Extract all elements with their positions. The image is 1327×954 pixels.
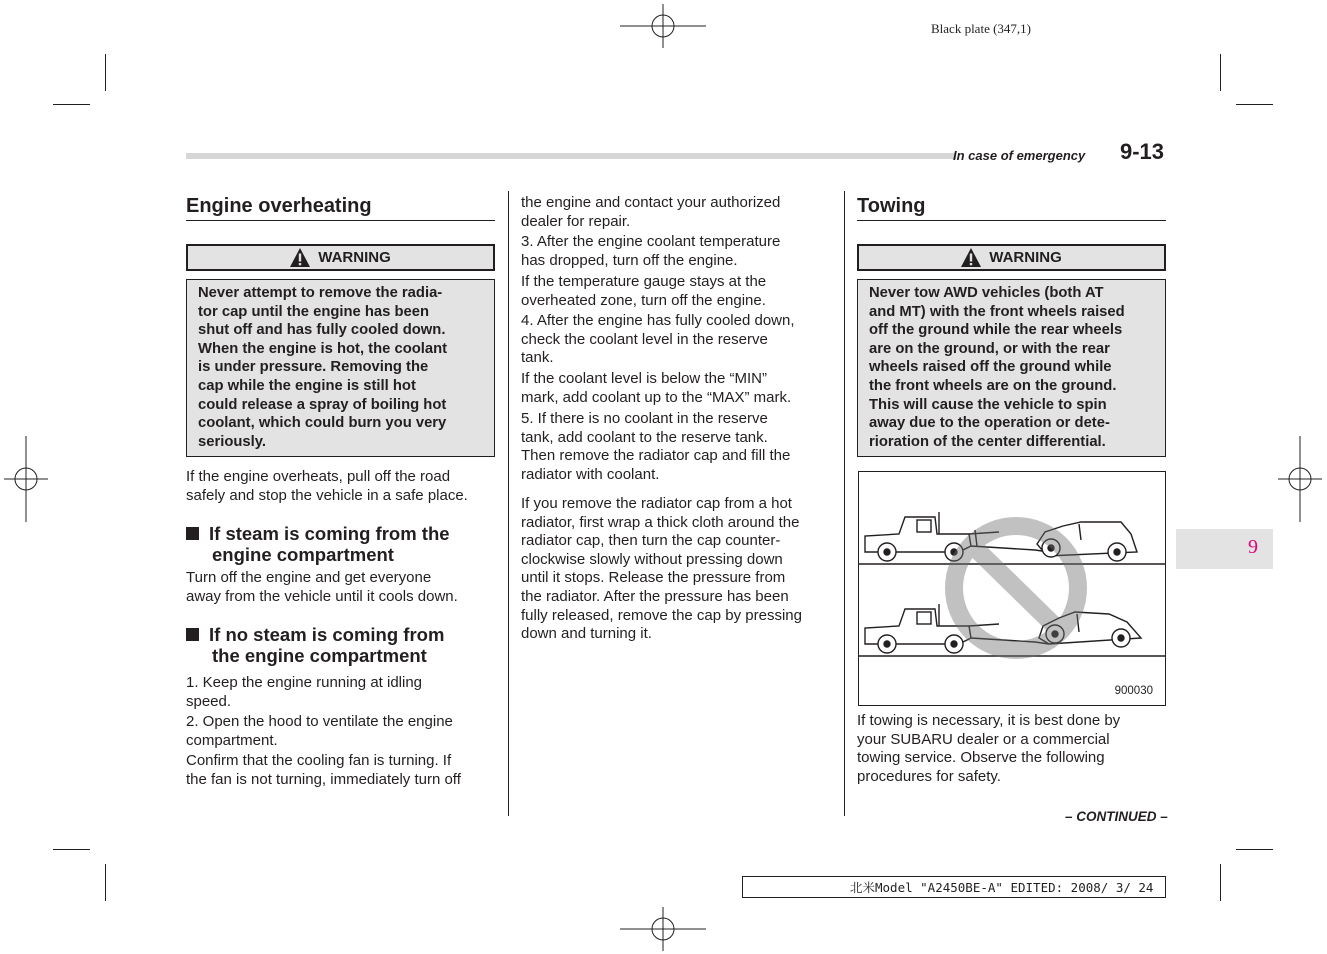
warning-header (857, 244, 1166, 271)
text-line: 1. Keep the engine running at idling (186, 674, 423, 691)
warning-label: WARNING (318, 249, 391, 266)
text-line: 5. If there is no coolant in the reserve (521, 410, 768, 427)
warning-line: is under pressure. Removing the (198, 359, 429, 376)
text-line: safely and stop the vehicle in a safe place. (186, 486, 468, 504)
text-line: If the temperature gauge stays at the (521, 273, 767, 290)
towing-body (857, 712, 1166, 786)
registration-mark-left (4, 436, 48, 522)
warning-line: wheels raised off the ground while (869, 359, 1112, 376)
warning-label: WARNING (989, 249, 1062, 266)
warning-line: off the ground while the rear wheels (869, 322, 1123, 339)
step-1 (186, 674, 495, 711)
warning-triangle-icon (961, 248, 981, 267)
subheading-line: If steam is coming from the (209, 523, 450, 544)
text-line: fully released, remove the cap by pressing (521, 606, 802, 624)
warning-line: are on the ground, or with the rear (869, 340, 1110, 357)
fan-check (186, 752, 495, 789)
text-line: radiator, first wrap a thick cloth around the (521, 513, 800, 531)
warning-line: away due to the operation or dete- (869, 415, 1110, 432)
overheat-intro (186, 468, 495, 505)
contact-dealer (521, 194, 830, 231)
warning-triangle-icon (290, 248, 310, 267)
text-line: tank, add coolant to the reserve tank. (521, 428, 768, 446)
text-line: dealer for repair. (521, 212, 631, 230)
warning-line: cap while the engine is still hot (198, 377, 416, 394)
steam-body (186, 569, 495, 606)
steam-subheading (186, 523, 495, 565)
warning-text (857, 279, 1166, 457)
subheading-line: the engine compartment (212, 645, 427, 666)
text-line: 3. After the engine coolant temperature (521, 233, 781, 250)
text-line: the engine and contact your authorized (521, 194, 781, 211)
registration-mark-bottom (620, 907, 706, 951)
text-line: away from the vehicle until it cools down. (186, 587, 458, 605)
text-line: overheated zone, turn off the engine. (521, 291, 766, 309)
warning-line: shut off and has fully cooled down. (198, 322, 446, 339)
figure-code: 900030 (1114, 685, 1153, 697)
towing-illustration (858, 471, 1166, 706)
heading-rule (186, 220, 495, 221)
text-line: towing service. Observe the following (857, 749, 1105, 767)
registration-mark-top (620, 4, 706, 48)
chapter-tab (1176, 529, 1273, 569)
text-line: 2. Open the hood to ventilate the engine (186, 713, 453, 730)
engine-overheating-heading: Engine overheating (186, 195, 372, 217)
gauge-note (521, 273, 830, 310)
warning-text (186, 279, 495, 457)
text-line: your SUBARU dealer or a commercial (857, 730, 1110, 748)
column-divider-1 (508, 191, 509, 816)
text-line: If towing is necessary, it is best done by (857, 712, 1121, 729)
text-line: procedures for safety. (857, 767, 1001, 785)
text-line: Turn off the engine and get everyone (186, 569, 432, 586)
text-line: has dropped, turn off the engine. (521, 251, 738, 269)
no-steam-subheading (186, 624, 495, 666)
registration-mark-right (1278, 436, 1322, 522)
step-2 (186, 713, 495, 750)
towing-prohibited-figure (859, 472, 1165, 705)
text-line: speed. (186, 692, 232, 710)
page-number: 9-13 (1120, 139, 1165, 164)
warning-line: Never tow AWD vehicles (both AT (869, 285, 1104, 301)
text-line: radiator cap, then turn the cap counter- (521, 532, 781, 550)
subheading-line: If no steam is coming from (209, 624, 445, 645)
plate-label: Black plate (347,1) (931, 21, 1031, 36)
step-5 (521, 410, 830, 484)
text-line: If the coolant level is below the “MIN” (521, 370, 767, 387)
text-line: compartment. (186, 731, 278, 749)
text-line: down and turning it. (521, 625, 652, 643)
step-4 (521, 312, 830, 368)
column-divider-2 (844, 191, 845, 816)
text-line: Then remove the radiator cap and fill the (521, 447, 791, 465)
section-title: In case of emergency (953, 148, 1086, 163)
text-line: check the coolant level in the reserve (521, 330, 768, 348)
text-line: clockwise slowly without pressing down (521, 550, 783, 568)
bullet-square-icon (186, 628, 199, 641)
text-line: If the engine overheats, pull off the road (186, 468, 451, 485)
text-line: the radiator. After the pressure has been (521, 587, 789, 605)
header-bar (186, 153, 956, 159)
warning-line: the front wheels are on the ground. (869, 377, 1117, 394)
continued-label: – CONTINUED – (1065, 809, 1168, 824)
coolant-level-note (521, 370, 830, 407)
warning-line: and MT) with the front wheels raised (869, 303, 1125, 320)
warning-line: tor cap until the engine has been (198, 303, 430, 320)
step-3 (521, 233, 830, 270)
warning-line: rioration of the center differential. (869, 433, 1106, 450)
subheading-line: engine compartment (212, 544, 394, 565)
warning-line: coolant, which could burn you very (198, 415, 447, 432)
prohibited-sign-icon (954, 526, 1078, 650)
warning-line: This will cause the vehicle to spin (869, 396, 1107, 413)
text-line: radiator with coolant. (521, 465, 660, 483)
warning-line: When the engine is hot, the coolant (198, 340, 448, 357)
text-line: tank. (521, 349, 554, 367)
bullet-square-icon (186, 527, 199, 540)
warning-line: could release a spray of boiling hot (198, 396, 447, 413)
text-line: the fan is not turning, immediately turn off (186, 770, 461, 788)
radiator-cap-note (521, 495, 830, 644)
text-line: until it stops. Release the pressure from (521, 569, 786, 587)
towing-heading: Towing (857, 195, 926, 217)
warning-header (186, 244, 495, 271)
heading-rule (857, 220, 1166, 221)
text-line: mark, add coolant up to the “MAX” mark. (521, 388, 792, 406)
text-line: If you remove the radiator cap from a hot (521, 495, 792, 512)
chapter-tab-number: 9 (1248, 536, 1258, 558)
text-line: 4. After the engine has fully cooled down, (521, 312, 795, 329)
warning-line: seriously. (198, 433, 266, 450)
footer-edit-info: 北米Model "A2450BE-A" EDITED: 2008/ 3/ 24 (850, 880, 1154, 895)
warning-line: Never attempt to remove the radia- (198, 285, 443, 301)
text-line: Confirm that the cooling fan is turning. If (186, 752, 452, 769)
